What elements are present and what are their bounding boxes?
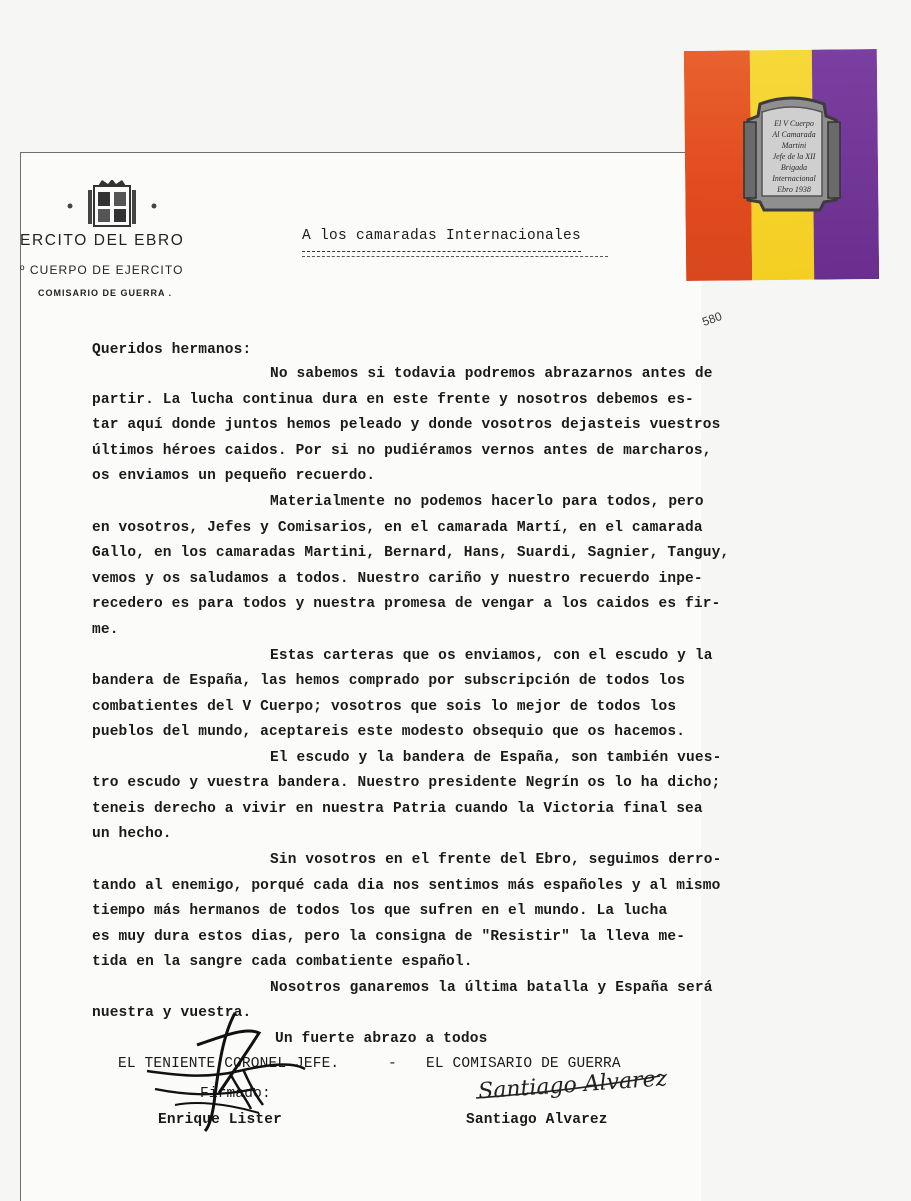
badge-inscription [752, 118, 836, 195]
right-signatory-name: Santiago Alvarez [466, 1112, 608, 1128]
badge-line: Jefe de la XII [772, 152, 816, 161]
body-line: me. [92, 622, 119, 638]
body-line: bandera de España, las hemos comprado por subscripción de todos los [92, 673, 686, 689]
letter-title: A los camaradas Internacionales [302, 228, 581, 252]
badge-line: Internacional [772, 174, 816, 183]
body-line: pueblos del mundo, aceptareis este modesto obsequio que os hacemos. [92, 724, 686, 740]
army-name: ERCITO DEL EBRO [20, 232, 185, 249]
body-line: El escudo y la bandera de España, son también vues- [270, 750, 722, 766]
body-line: un hecho. [92, 826, 172, 842]
closing-line: Un fuerte abrazo a todos [275, 1031, 488, 1047]
title-underline [302, 256, 608, 257]
body-line: os enviamos un pequeño recuerdo. [92, 468, 376, 484]
badge-line: El V Cuerpo [774, 119, 814, 128]
body-line: partir. La lucha continua dura en este frente y nosotros debemos es- [92, 392, 694, 408]
body-line: es muy dura estos dias, pero la consigna de "Resistir" la lleva me- [92, 929, 686, 945]
right-signatory-title: EL COMISARIO DE GUERRA [426, 1056, 621, 1072]
body-line: tiempo más hermanos de todos los que sufren en el mundo. La lucha [92, 903, 668, 919]
body-line: tando al enemigo, porqué cada dia nos sentimos más españoles y al mismo [92, 878, 721, 894]
page-number: 580 [700, 308, 724, 330]
alvarez-handwritten-signature [470, 1058, 670, 1110]
body-line: Nosotros ganaremos la última batalla y España será [270, 980, 713, 996]
body-line: nuestra y vuestra. [92, 1005, 252, 1021]
body-line: teneis derecho a vivir en nuestra Patria cuando la Victoria final sea [92, 801, 703, 817]
body-line: combatientes del V Cuerpo; vosotros que sois lo mejor de todos los [92, 699, 677, 715]
left-signatory-title: EL TENIENTE CORONEL JEFE. [118, 1056, 340, 1072]
signed-label: Firmado: [200, 1086, 271, 1102]
body-line: No sabemos si todavia podremos abrazarnos antes de [270, 366, 713, 382]
alvarez-handwritten-text: Santiago Alvarez [477, 1066, 669, 1105]
body-line: vemos y os saludamos a todos. Nuestro cariño y nuestro recuerdo inpe- [92, 571, 703, 587]
badge-line: Brigada [780, 163, 808, 172]
body-line: Materialmente no podemos hacerlo para todos, pero [270, 494, 704, 510]
salutation: Queridos hermanos: [92, 342, 252, 358]
left-signatory-name: Enrique Lister [158, 1112, 282, 1128]
badge-line: Ebro 1938 [777, 185, 811, 194]
badge-line: Al Camarada [772, 130, 816, 139]
coat-of-arms-seal-icon [52, 180, 172, 228]
body-line: Estas carteras que os enviamos, con el escudo y la [270, 648, 713, 664]
corps-name: º CUERPO DE EJERCITO [20, 263, 184, 277]
body-line: Sin vosotros en el frente del Ebro, seguimos derro- [270, 852, 722, 868]
commissar-office: COMISARIO DE GUERRA . [38, 288, 173, 298]
body-line: tar aquí donde juntos hemos peleado y donde vosotros dejasteis vuestros [92, 417, 721, 433]
body-line: tro escudo y vuestra bandera. Nuestro presidente Negrín os lo ha dicho; [92, 775, 721, 791]
body-line: recedero es para todos y nuestra promesa de vengar a los caidos es fir- [92, 596, 721, 612]
body-line: últimos héroes caidos. Por si no pudiéramos vernos antes de marcharos, [92, 443, 712, 459]
signature-dash: - [388, 1056, 397, 1072]
body-line: tida en la sangre cada combatiente español. [92, 954, 473, 970]
body-line: en vosotros, Jefes y Comisarios, en el camarada Martí, en el camarada [92, 520, 703, 536]
lister-handwritten-signature [135, 1005, 315, 1135]
body-line: Gallo, en los camaradas Martini, Bernard, Hans, Suardi, Sagnier, Tanguy, [92, 545, 730, 561]
badge-line: Martini [781, 141, 807, 150]
